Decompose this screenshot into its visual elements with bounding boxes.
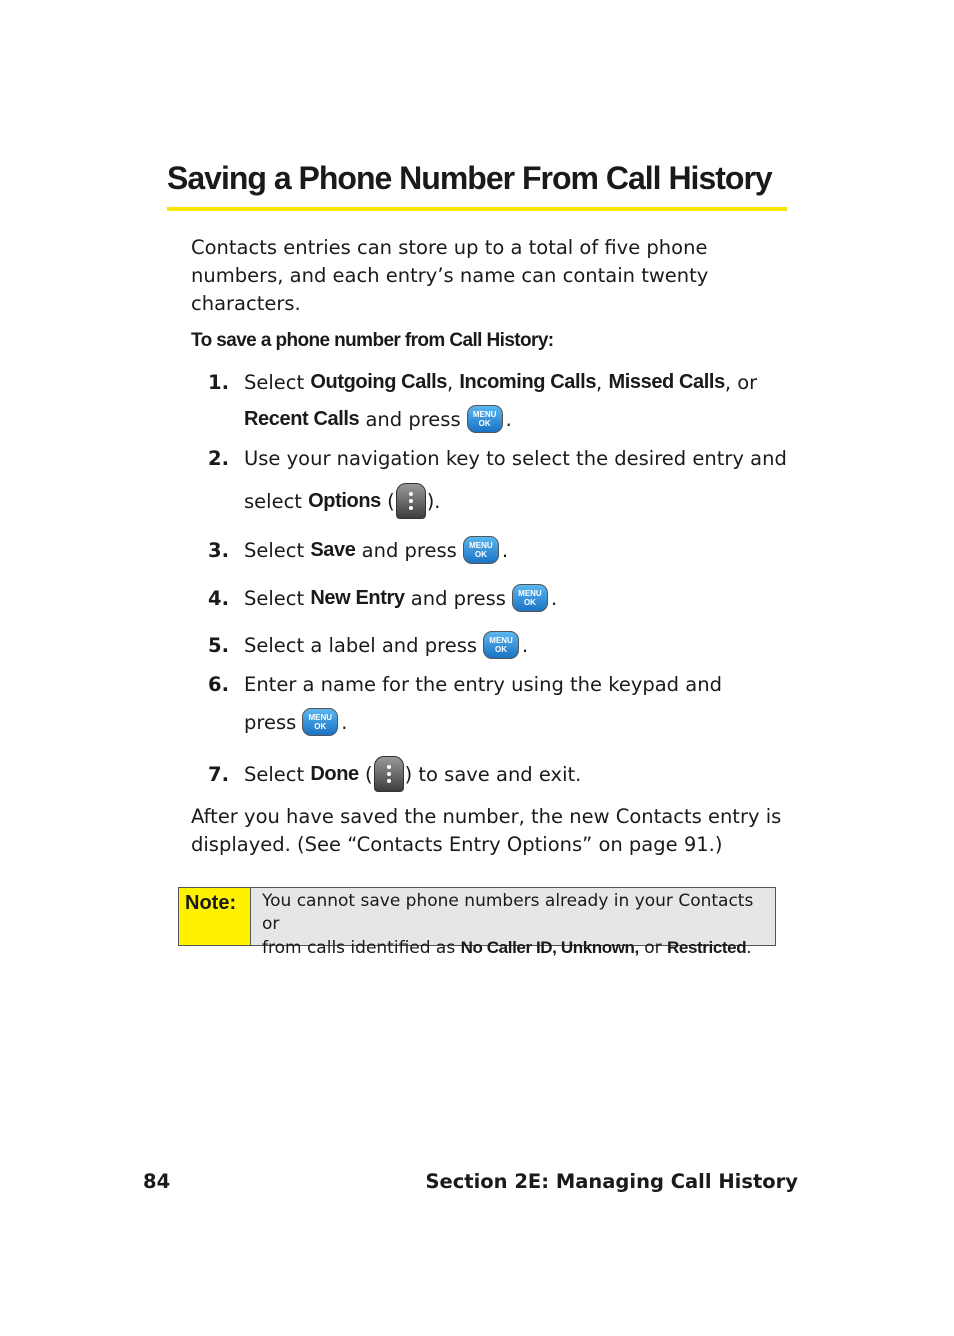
step-text: and press bbox=[404, 586, 506, 610]
step-text: , bbox=[596, 370, 609, 394]
step-text: Select bbox=[244, 762, 311, 786]
note-term-no-caller-id: No Caller ID, Unknown, bbox=[460, 938, 639, 957]
step-text: . bbox=[501, 538, 509, 562]
step-text: ) to save and exit. bbox=[404, 762, 582, 786]
step-text: press bbox=[244, 710, 297, 734]
note-label: Note: bbox=[179, 888, 251, 945]
step-number: 4. bbox=[208, 586, 229, 610]
step-text: , or bbox=[724, 370, 758, 394]
option-missed-calls: Missed Calls bbox=[608, 370, 725, 393]
menu-ok-button-icon bbox=[467, 405, 503, 433]
softkey-dots-icon bbox=[374, 756, 404, 792]
option-options: Options bbox=[308, 489, 381, 512]
step-text: ( bbox=[380, 489, 395, 513]
step-text: ). bbox=[426, 489, 441, 513]
note-text: from calls identified as bbox=[262, 938, 461, 958]
note-text: . bbox=[746, 938, 752, 958]
option-done: Done bbox=[310, 762, 359, 785]
option-incoming-calls: Incoming Calls bbox=[459, 370, 597, 393]
section-title: Section 2E: Managing Call History bbox=[425, 1170, 798, 1193]
step-number: 2. bbox=[208, 446, 229, 470]
intro-paragraph: Contacts entries can store up to a total of five phone numbers, and each entry’s name can contain twenty characters. bbox=[191, 236, 709, 315]
step-text: and press bbox=[355, 538, 457, 562]
menu-label: MENU bbox=[518, 589, 542, 598]
step-number: 7. bbox=[208, 762, 229, 786]
ok-label: OK bbox=[478, 419, 491, 428]
menu-ok-button-icon bbox=[463, 536, 499, 564]
title-underline bbox=[167, 207, 787, 211]
outro-paragraph: After you have saved the number, the new Contacts entry is displayed. (See “Contacts Entry Options” on page 91.) bbox=[191, 805, 782, 856]
step-text: select bbox=[244, 489, 309, 513]
note-body bbox=[251, 888, 775, 958]
note-text: You cannot save phone numbers already in your Contacts or bbox=[262, 891, 754, 934]
option-recent-calls: Recent Calls bbox=[244, 407, 360, 430]
step-text: . bbox=[522, 633, 529, 657]
menu-label: MENU bbox=[472, 410, 497, 419]
menu-label: MENU bbox=[469, 541, 493, 550]
step-text: . bbox=[341, 710, 348, 734]
step-text: ( bbox=[358, 762, 373, 786]
note-box bbox=[178, 887, 776, 958]
menu-ok-button-icon bbox=[483, 631, 519, 659]
note-text: or bbox=[638, 938, 668, 958]
step-number: 6. bbox=[208, 672, 229, 696]
menu-label: MENU bbox=[489, 636, 513, 645]
step-text: Select bbox=[244, 370, 311, 394]
step-number: 3. bbox=[208, 538, 229, 562]
option-new-entry: New Entry bbox=[310, 586, 405, 609]
step-number: 1. bbox=[208, 370, 229, 394]
step-text: Select bbox=[244, 538, 311, 562]
step-text: , bbox=[446, 370, 460, 394]
step-text: Use your navigation key to select the desired entry and bbox=[244, 446, 787, 470]
option-outgoing-calls: Outgoing Calls bbox=[310, 370, 447, 393]
step-text: Enter a name for the entry using the keypad and bbox=[244, 672, 722, 696]
step-text: . bbox=[505, 407, 512, 431]
note-term-restricted: Restricted bbox=[667, 938, 747, 957]
ok-label: OK bbox=[314, 722, 327, 731]
option-save: Save bbox=[310, 538, 356, 561]
page-number: 84 bbox=[143, 1170, 171, 1193]
step-number: 5. bbox=[208, 633, 229, 657]
page-title: Saving a Phone Number From Call History bbox=[167, 160, 772, 196]
menu-label: MENU bbox=[308, 713, 333, 722]
ok-label: OK bbox=[474, 550, 487, 559]
softkey-dots-icon bbox=[396, 483, 426, 519]
menu-ok-button-icon bbox=[512, 584, 548, 612]
step-text: . bbox=[550, 586, 558, 610]
step-text: and press bbox=[359, 407, 461, 431]
procedure-heading: To save a phone number from Call History: bbox=[191, 330, 554, 351]
ok-label: OK bbox=[495, 645, 508, 654]
step-text: Select bbox=[244, 586, 311, 610]
menu-ok-button-icon bbox=[302, 708, 338, 736]
step-text: Select a label and press bbox=[244, 633, 478, 657]
ok-label: OK bbox=[523, 598, 536, 607]
